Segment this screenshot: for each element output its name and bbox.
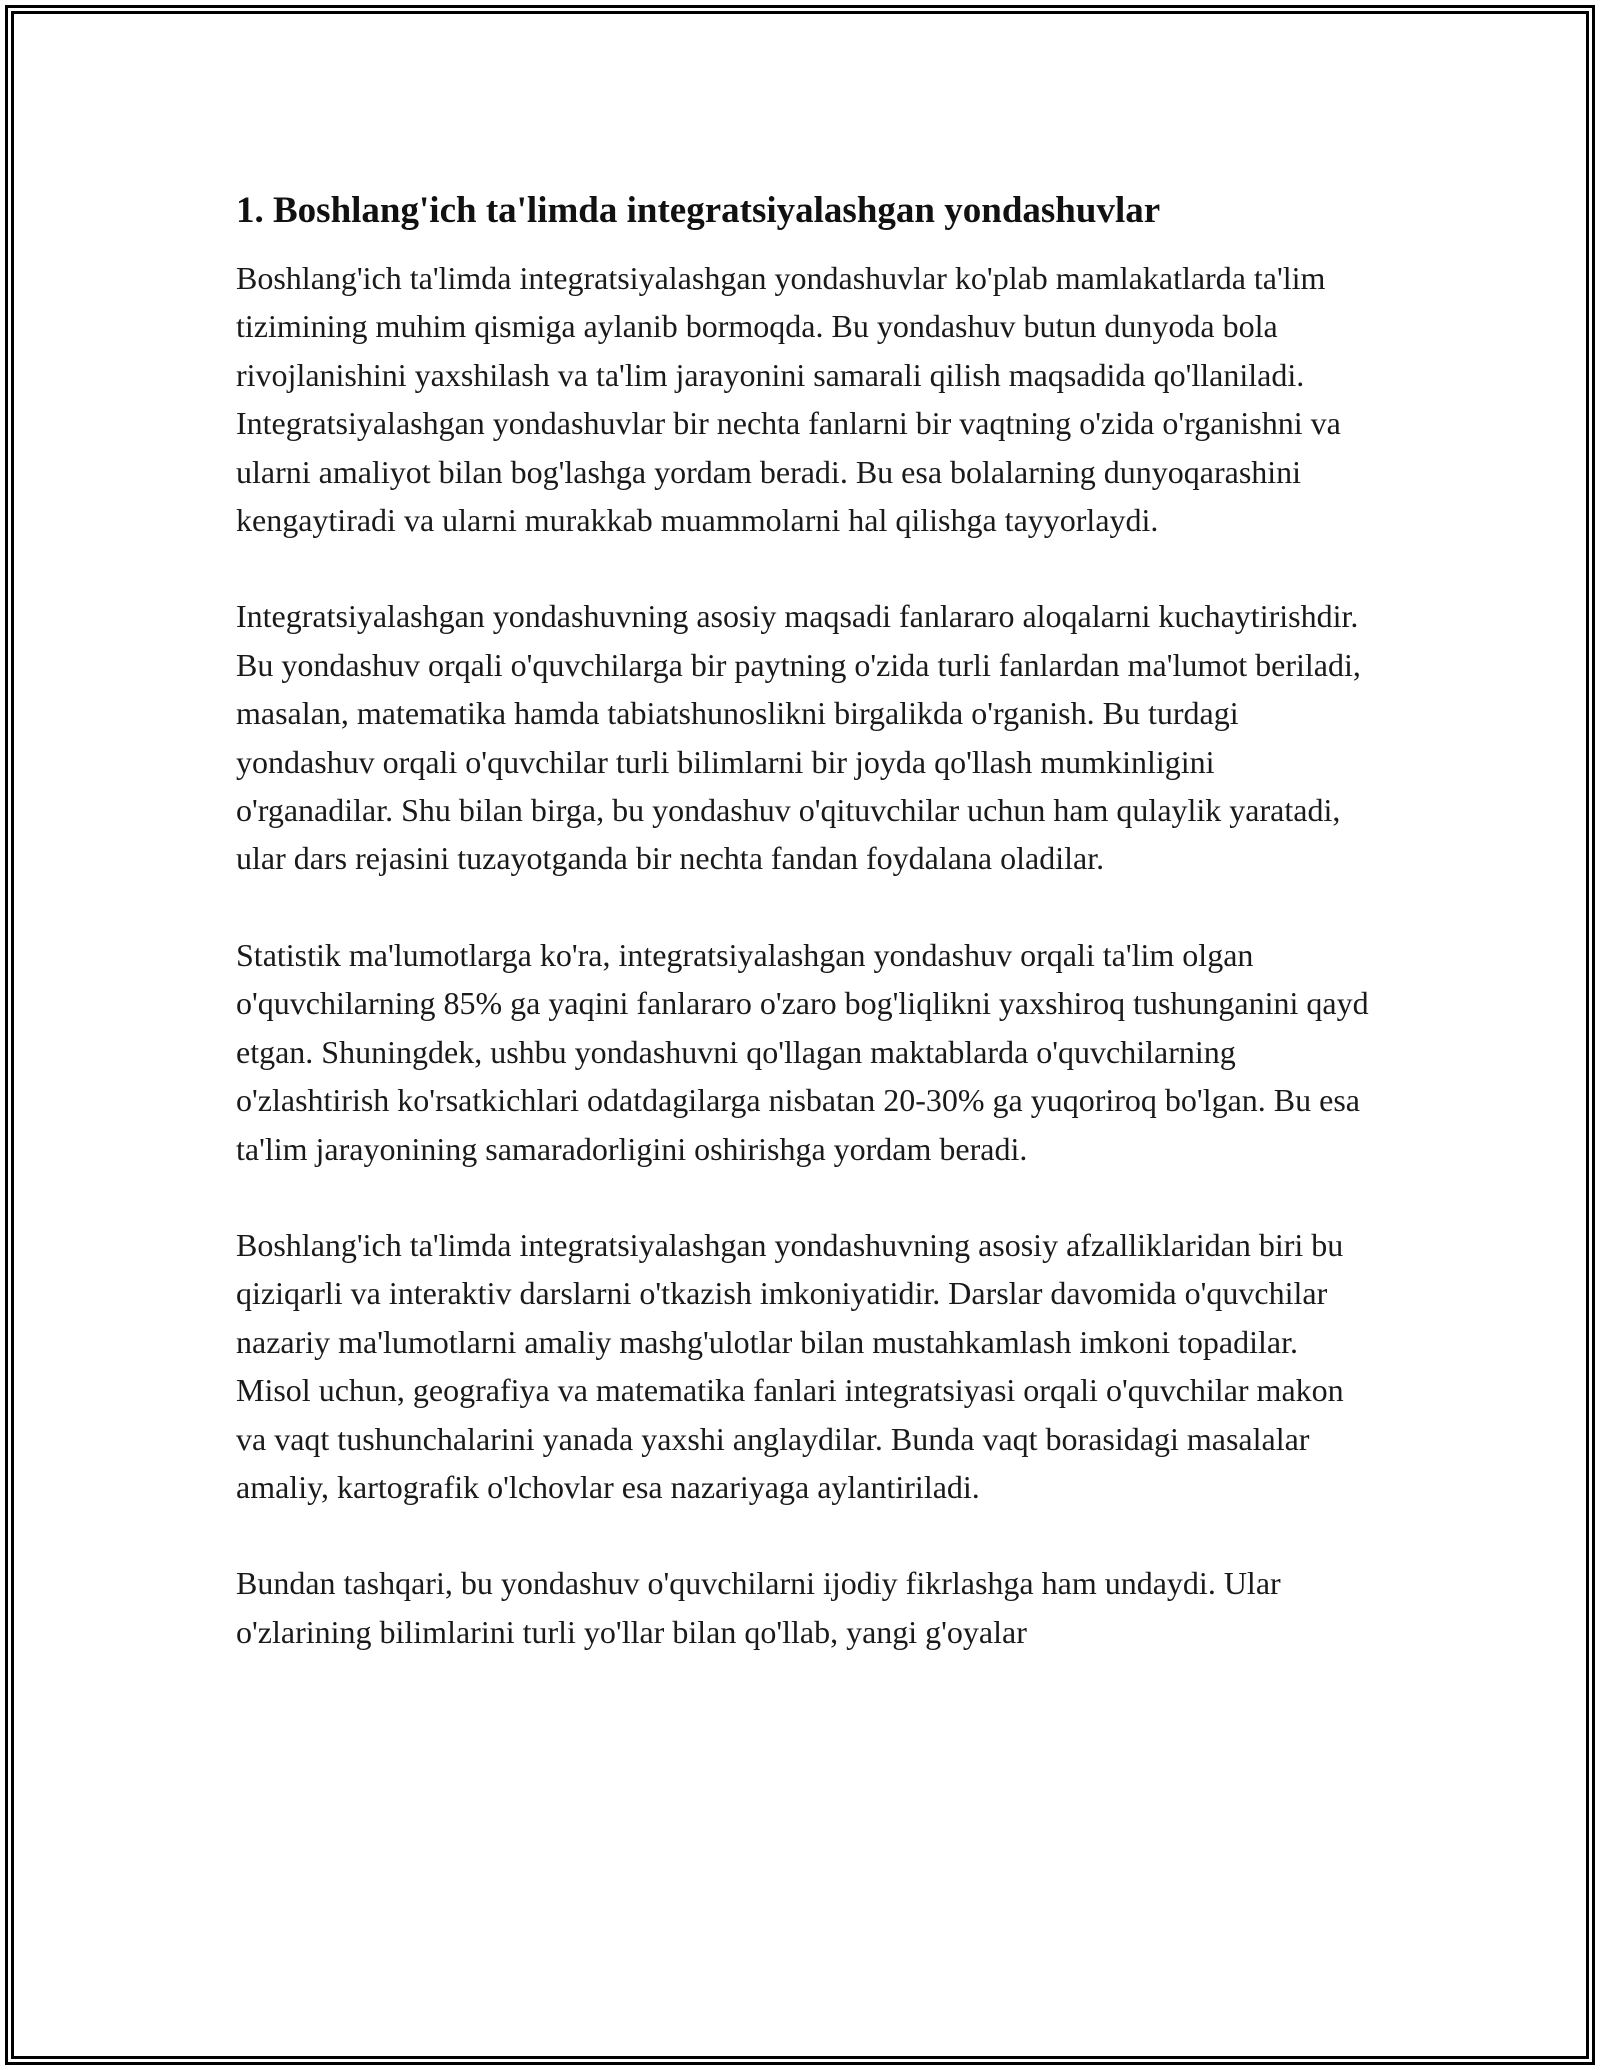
document-body <box>236 186 1376 1704</box>
paragraph-2: Integratsiyalashgan yondashuvning asosiy maqsadi fanlararo aloqalarni kuchaytirishdir. Bu yondashuv orqali o'quvchilarga bir paytning o'zida turli fanlardan ma'lumot beriladi, masalan, matematika hamda tabiatshunoslikni birgalikda o'rganish. Bu turdagi yondashuv orqali o'quvchilar turli bilimlarni bir joyda qo'llash mumkinligini o'rganadilar. Shu bilan birga, bu yondashuv o'qituvchilar uchun ham qulaylik yaratadi, ular dars rejasini tuzayotganda bir nechta fandan foydalana oladilar. <box>236 598 1361 877</box>
paragraph-1: Boshlang'ich ta'limda integratsiyalashgan yondashuvlar ko'plab mamlakatlarda ta'lim tizimining muhim qismiga aylanib bormoqda. Bu yondashuv butun dunyoda bola rivojlanishini yaxshilash va ta'lim jarayonini samarali qilish maqsadida qo'llaniladi. Integratsiyalashgan yondashuvlar bir nechta fanlarni bir vaqtning o'zida o'rganishni va ularni amaliyot bilan bog'lashga yordam beradi. Bu esa bolalarning dunyoqarashini kengaytiradi va ularni murakkab muammolarni hal qilishga tayyorlaydi. <box>236 260 1341 539</box>
section-heading: 1. Boshlang'ich ta'limda integratsiyalashgan yondashuvlar <box>236 190 1161 231</box>
paragraph-3: Statistik ma'lumotlarga ko'ra, integratsiyalashgan yondashuv orqali ta'lim olgan o'quvchilarning 85% ga yaqini fanlararo o'zaro bog'liqlikni yaxshiroq tushunganini qayd etgan. Shuningdek, ushbu yondashuvni qo'llagan maktablarda o'quvchilarning o'zlashtirish ko'rsatkichlari odatdagilarga nisbatan 20-30% ga yuqoriroq bo'lgan. Bu esa ta'lim jarayonining samaradorligini oshirishga yordam beradi. <box>236 936 1369 1167</box>
paragraph-4: Boshlang'ich ta'limda integratsiyalashgan yondashuvning asosiy afzalliklaridan biri bu qiziqarli va interaktiv darslarni o'tkazish imkoniyatidir. Darslar davomida o'quvchilar nazariy ma'lumotlarni amaliy mashg'ulotlar bilan mustahkamlash imkoni topadilar. Misol uchun, geografiya va matematika fanlari integratsiyasi orqali o'quvchilar makon va vaqt tushunchalarini yanada yaxshi anglaydilar. Bunda vaqt borasidagi masalalar amaliy, kartografik o'lchovlar esa nazariyaga aylantiriladi. <box>236 1226 1344 1505</box>
paragraph-5: Bundan tashqari, bu yondashuv o'quvchilarni ijodiy fikrlashga ham undaydi. Ular o'zlarining bilimlarini turli yo'llar bilan qo'llab, yangi g'oyalar <box>236 1565 1281 1650</box>
